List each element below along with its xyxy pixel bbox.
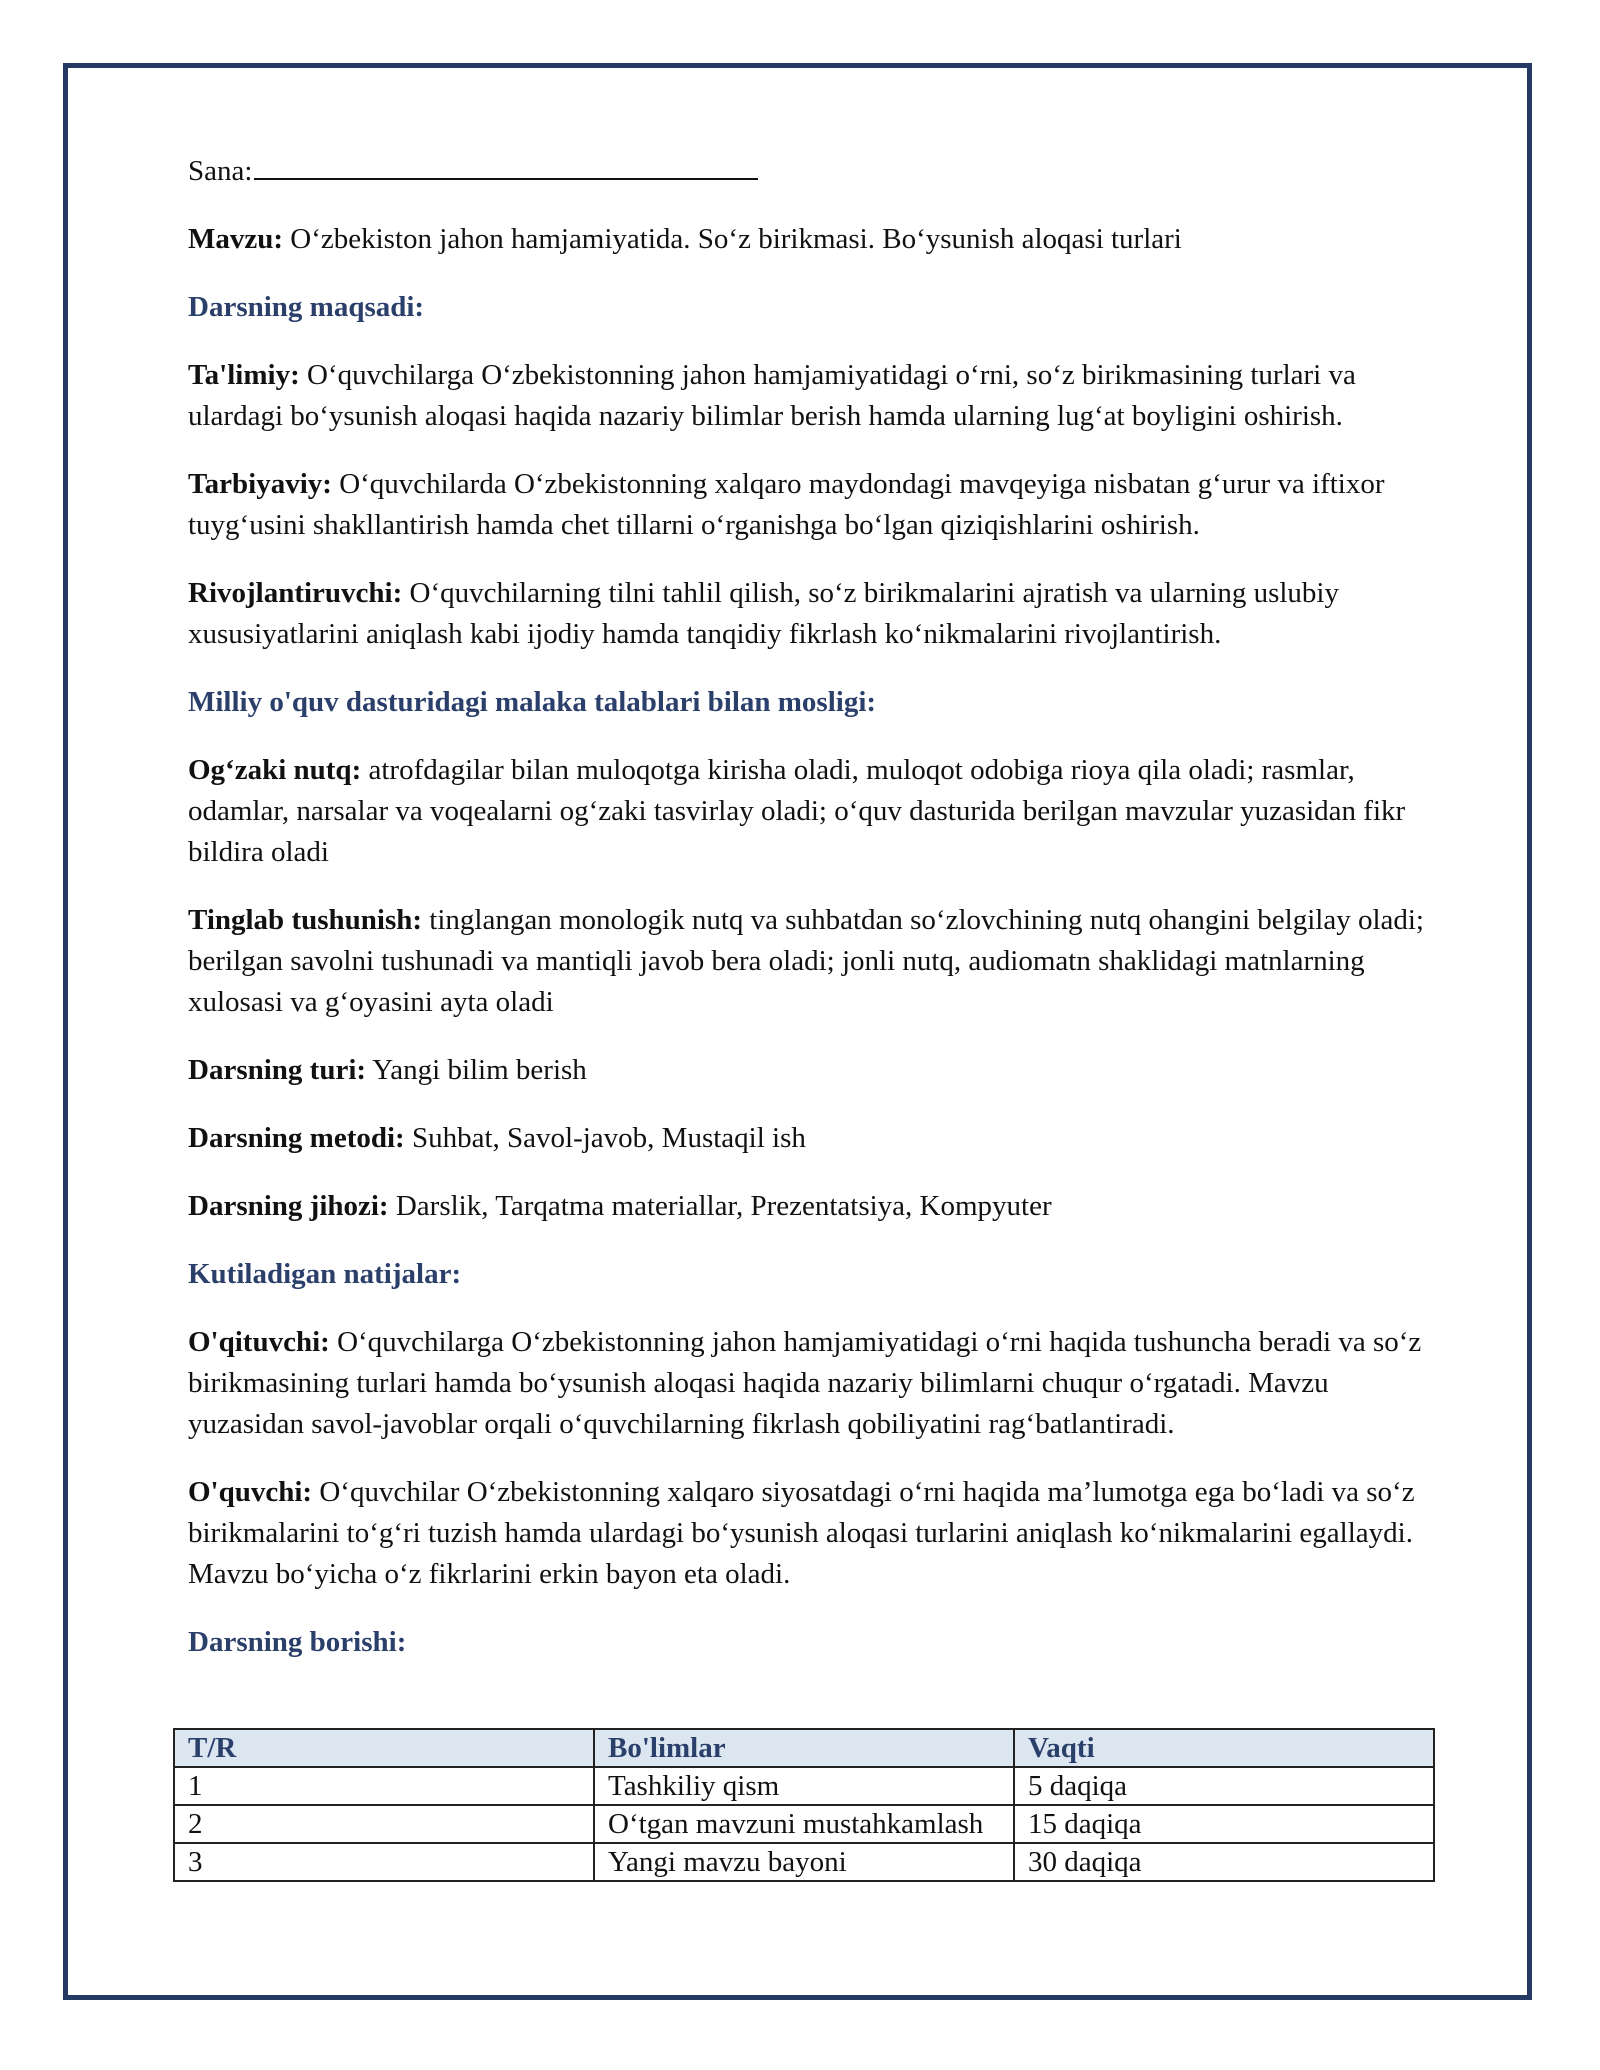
table-cell: 3 [174,1843,594,1881]
table-cell: 15 daqiqa [1014,1805,1434,1843]
expected-results-heading: Kutiladigan natijalar: [188,1258,462,1290]
teacher-result-paragraph [188,1322,1448,1445]
lesson-equipment-paragraph [188,1186,1448,1227]
developmental-goal-text: O‘quvchilarning tilni tahlil qilish, so‘z birikmalarini ajratish va ularning uslubiy xususiyatlarini aniqlash kabi ijodiy hamda tanqidiy fikrlash ko‘nikmalarini rivojlantirish. [188,577,1339,650]
student-result-text: O‘quvchilar O‘zbekistonning xalqaro siyosatdagi o‘rni haqida ma’lumotga ega bo‘ladi va so‘z birikmalarini to‘g‘ri tuzish hamda ulardagi bo‘ysunish aloqasi turlarini aniqlash ko‘nikmalarini egallaydi. Mavzu bo‘yicha o‘z fikrlarini erkin bayon eta oladi. [188,1476,1415,1590]
educational-goal [188,355,1448,437]
educational-goal-label: Ta'limiy: [188,359,300,391]
lesson-equipment-label: Darsning jihozi: [188,1190,389,1222]
lesson-equipment-text: Darslik, Tarqatma materiallar, Prezentatsiya, Kompyuter [388,1190,1052,1222]
table-cell: O‘tgan mavzuni mustahkamlash [594,1805,1014,1843]
table-header-cell: Bo'limlar [594,1729,1014,1767]
table-cell: 1 [174,1767,594,1805]
developmental-goal [188,573,1448,655]
lesson-type-label: Darsning turi: [188,1054,367,1086]
topic-label: Mavzu: [188,223,284,255]
teacher-result-label: O'qituvchi: [188,1326,330,1358]
date-label: Sana: [188,155,253,187]
table-header-cell: Vaqti [1014,1729,1434,1767]
table-row [174,1843,1434,1881]
oral-speech-paragraph [188,750,1448,873]
lesson-type-text: Yangi bilim berish [366,1054,587,1086]
table-row [174,1767,1434,1805]
listening-label: Tinglab tushunish: [188,904,423,936]
listening-text: tinglangan monologik nutq va suhbatdan so‘zlovchining nutq ohangini belgilay oladi; berilgan savolni tushunadi va mantiqli javob bera oladi; jonli nutq, audiomatn shaklidagi matnlarning xulosasi va g‘oyasini ayta oladi [188,904,1424,1018]
educational-goal-text: O‘quvchilarga O‘zbekistonning jahon hamjamiyatidagi o‘rni, so‘z birikmasining turlari va ulardagi bo‘ysunish aloqasi haqida nazariy bilimlar berish hamda ularning lug‘at boyligini oshirish. [188,359,1356,432]
document-body [188,148,1448,1690]
table-row [174,1805,1434,1843]
table-header-row [174,1729,1434,1767]
upbringing-goal-label: Tarbiyaviy: [188,468,332,500]
table-header-cell: T/R [174,1729,594,1767]
oral-speech-label: Og‘zaki nutq: [188,754,362,786]
date-blank-line [254,148,758,180]
upbringing-goal [188,464,1448,546]
lesson-goal-heading: Darsning maqsadi: [188,291,425,323]
listening-paragraph [188,900,1448,1023]
developmental-goal-label: Rivojlantiruvchi: [188,577,403,609]
lesson-method-text: Suhbat, Savol-javob, Mustaqil ish [404,1122,806,1154]
topic-paragraph [188,219,1448,260]
lesson-method-paragraph [188,1118,1448,1159]
curriculum-heading: Milliy o'quv dasturidagi malaka talablari bilan mosligi: [188,686,877,718]
table-cell: 5 daqiqa [1014,1767,1434,1805]
student-result-paragraph [188,1472,1448,1595]
upbringing-goal-text: O‘quvchilarda O‘zbekistonning xalqaro maydondagi mavqeyiga nisbatan g‘urur va iftixor tuyg‘usini shakllantirish hamda chet tillarni o‘rganishga bo‘lgan qiziqishlarini oshirish. [188,468,1385,541]
lesson-progress-table [173,1728,1435,1882]
lesson-type-paragraph [188,1050,1448,1091]
table-cell: Tashkiliy qism [594,1767,1014,1805]
oral-speech-text: atrofdagilar bilan muloqotga kirisha oladi, muloqot odobiga rioya qila oladi; rasmlar, odamlar, narsalar va voqealarni og‘zaki tasvirlay oladi; o‘quv dasturida berilgan mavzular yuzasidan fikr bildira oladi [188,754,1406,868]
lesson-method-label: Darsning metodi: [188,1122,405,1154]
lesson-progress-heading: Darsning borishi: [188,1626,407,1658]
table-cell: Yangi mavzu bayoni [594,1843,1014,1881]
student-result-label: O'quvchi: [188,1476,313,1508]
teacher-result-text: O‘quvchilarga O‘zbekistonning jahon hamjamiyatidagi o‘rni haqida tushuncha beradi va so‘z birikmasining turlari hamda bo‘ysunish aloqasi haqida nazariy bilimlarni chuqur o‘rgatadi. Mavzu yuzasidan savol-javoblar orqali o‘quvchilarning fikrlash qobiliyatini rag‘batlantiradi. [188,1326,1422,1440]
table-cell: 30 daqiqa [1014,1843,1434,1881]
topic-text: O‘zbekiston jahon hamjamiyatida. So‘z birikmasi. Bo‘ysunish aloqasi turlari [283,223,1182,255]
table-cell: 2 [174,1805,594,1843]
date-field [188,148,1448,192]
